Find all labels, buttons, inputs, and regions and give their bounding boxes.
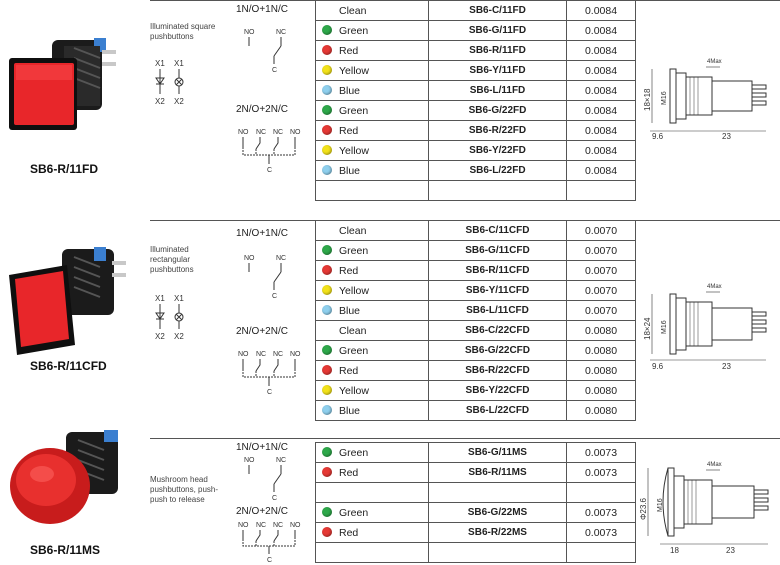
diagram-label: 9.6: [652, 132, 664, 141]
contact-type-2no2nc: 2N/O+2N/C: [236, 326, 288, 337]
color-dot-red-icon: [322, 527, 332, 537]
color-dot-blue-icon: [322, 165, 332, 175]
product-description: Mushroom head pushbuttons, push-push to release: [150, 475, 219, 504]
color-dot-empty: [322, 5, 332, 15]
color-name: Red: [339, 44, 359, 57]
diagram-label: 18: [670, 546, 679, 555]
color-name: Clean: [339, 224, 367, 237]
color-name: Red: [339, 364, 359, 377]
color-cell: [316, 543, 429, 563]
color-name: Red: [339, 526, 359, 539]
wiring-diagram-2no2nc: [238, 346, 308, 396]
color-dot-red-icon: [322, 365, 332, 375]
diagram-label: NO: [238, 522, 249, 529]
table-row: [316, 543, 636, 563]
product-description: Illuminated rectangular pushbuttons: [150, 245, 194, 274]
color-cell: [316, 181, 429, 201]
color-dot-empty: [322, 487, 332, 497]
color-name: Clean: [339, 4, 367, 17]
table-row: [316, 443, 636, 463]
price-value: 0.0084: [567, 101, 636, 121]
contact-type-2no2nc: 2N/O+2N/C: [236, 506, 288, 517]
product-section-square: [0, 0, 780, 205]
diagram-label: 23: [726, 546, 735, 555]
color-cell: [316, 401, 429, 421]
model-number: [429, 483, 567, 503]
table-row: [316, 341, 636, 361]
model-number: SB6-Y/11CFD: [429, 281, 567, 301]
color-dot-green-icon: [322, 245, 332, 255]
diagram-label: NC: [276, 457, 287, 464]
product-name: SB6-R/11CFD: [30, 359, 107, 373]
diagram-label: NC: [256, 129, 267, 136]
price-value: [567, 181, 636, 201]
table-row: [316, 161, 636, 181]
diagram-label: M16: [661, 320, 668, 334]
diagram-label: NO: [244, 29, 255, 36]
table-row: [316, 401, 636, 421]
table-row: [316, 361, 636, 381]
color-dot-red-icon: [322, 265, 332, 275]
wiring-diagram-1no1nc: [238, 452, 298, 502]
model-table-mushroom: [315, 442, 636, 563]
color-dot-empty: [322, 225, 332, 235]
model-number: SB6-C/11FD: [429, 1, 567, 21]
color-cell: [316, 81, 429, 101]
model-number: SB6-G/11FD: [429, 21, 567, 41]
price-value: 0.0080: [567, 341, 636, 361]
table-row: [316, 1, 636, 21]
color-dot-empty: [322, 547, 332, 557]
diagram-label: 4Max: [707, 462, 722, 468]
diagram-label: C: [272, 67, 278, 74]
model-number: SB6-G/22CFD: [429, 341, 567, 361]
color-dot-red-icon: [322, 125, 332, 135]
color-name: Blue: [339, 164, 361, 177]
color-name: Yellow: [339, 64, 369, 77]
color-cell: [316, 161, 429, 181]
model-number: SB6-R/22FD: [429, 121, 567, 141]
color-dot-empty: [322, 185, 332, 195]
symbol-x2a: X2: [155, 332, 165, 341]
diagram-label: C: [267, 167, 273, 174]
color-cell: [316, 463, 429, 483]
model-number: SB6-R/11MS: [429, 463, 567, 483]
table-row: [316, 221, 636, 241]
model-number: SB6-G/11MS: [429, 443, 567, 463]
diagram-label: NO: [290, 522, 301, 529]
symbol-x2b: X2: [174, 332, 184, 341]
table-row: [316, 141, 636, 161]
diagram-label: C: [272, 495, 278, 502]
diagram-label: Φ23.6: [639, 498, 648, 520]
color-cell: [316, 443, 429, 463]
color-dot-empty: [322, 325, 332, 335]
model-table-rectangular: [315, 220, 636, 421]
diagram-label: NC: [273, 351, 284, 358]
table-row: [316, 61, 636, 81]
color-dot-green-icon: [322, 25, 332, 35]
price-value: [567, 483, 636, 503]
diagram-label: NC: [276, 255, 287, 262]
diagram-label: NC: [256, 351, 267, 358]
color-dot-green-icon: [322, 105, 332, 115]
product-photo-rectangular: [4, 235, 134, 360]
model-number: SB6-L/11CFD: [429, 301, 567, 321]
model-number: SB6-L/11FD: [429, 81, 567, 101]
diagram-label: NO: [290, 129, 301, 136]
contact-type-1no1nc: 1N/O+1N/C: [236, 4, 288, 15]
color-name: Green: [339, 446, 369, 459]
wiring-diagram-2no2nc: [238, 518, 308, 564]
diagram-label: M16: [661, 91, 668, 105]
model-number: SB6-G/22MS: [429, 503, 567, 523]
dimension-drawing-mushroom: [640, 458, 780, 558]
price-value: 0.0084: [567, 41, 636, 61]
diagram-label: C: [272, 293, 278, 300]
diagram-label: M16: [657, 498, 664, 512]
diagram-label: NO: [244, 457, 255, 464]
diagram-label: NC: [276, 29, 287, 36]
model-table-square: [315, 0, 636, 201]
product-photo-square: [4, 28, 129, 148]
color-dot-yellow-icon: [322, 285, 332, 295]
model-number: SB6-Y/11FD: [429, 61, 567, 81]
diagram-label: NO: [238, 351, 249, 358]
model-number: SB6-R/22MS: [429, 523, 567, 543]
product-name: SB6-R/11MS: [30, 543, 101, 557]
product-section-rectangular: [0, 220, 780, 430]
diagram-label: 23: [722, 132, 731, 141]
model-number: SB6-R/11FD: [429, 41, 567, 61]
color-name: Green: [339, 104, 369, 117]
model-number: SB6-R/11CFD: [429, 261, 567, 281]
table-row: [316, 483, 636, 503]
color-name: Green: [339, 344, 369, 357]
price-value: 0.0084: [567, 21, 636, 41]
price-value: 0.0084: [567, 61, 636, 81]
model-number: SB6-Y/22CFD: [429, 381, 567, 401]
color-name: Blue: [339, 304, 361, 317]
price-value: 0.0080: [567, 381, 636, 401]
color-cell: [316, 523, 429, 543]
table-row: [316, 321, 636, 341]
price-value: 0.0070: [567, 261, 636, 281]
price-value: 0.0084: [567, 81, 636, 101]
color-name: Red: [339, 264, 359, 277]
price-value: 0.0073: [567, 503, 636, 523]
model-number: SB6-R/22CFD: [429, 361, 567, 381]
color-name: Clean: [339, 324, 367, 337]
table-row: [316, 21, 636, 41]
diagram-label: 4Max: [707, 59, 722, 65]
color-cell: [316, 281, 429, 301]
table-row: [316, 301, 636, 321]
diagram-label: 18×24: [643, 317, 652, 340]
diagram-label: NO: [244, 255, 255, 262]
diagram-label: C: [267, 557, 273, 564]
color-cell: [316, 41, 429, 61]
model-number: [429, 181, 567, 201]
contact-type-1no1nc: 1N/O+1N/C: [236, 442, 288, 453]
price-value: 0.0080: [567, 401, 636, 421]
color-dot-green-icon: [322, 507, 332, 517]
color-name: Red: [339, 124, 359, 137]
table-row: [316, 463, 636, 483]
price-value: 0.0070: [567, 281, 636, 301]
color-dot-red-icon: [322, 467, 332, 477]
diagram-label: 9.6: [652, 362, 664, 371]
color-dot-blue-icon: [322, 85, 332, 95]
model-number: SB6-Y/22FD: [429, 141, 567, 161]
price-value: 0.0070: [567, 241, 636, 261]
color-cell: [316, 381, 429, 401]
symbol-x1b: X1: [174, 294, 184, 303]
price-value: 0.0070: [567, 301, 636, 321]
color-name: Green: [339, 24, 369, 37]
diagram-label: C: [267, 389, 273, 396]
color-name: Blue: [339, 84, 361, 97]
price-value: 0.0084: [567, 141, 636, 161]
color-dot-yellow-icon: [322, 385, 332, 395]
wiring-diagram-1no1nc: [238, 250, 298, 300]
color-name: Green: [339, 506, 369, 519]
price-value: 0.0070: [567, 221, 636, 241]
diagram-label: 23: [722, 362, 731, 371]
color-dot-red-icon: [322, 45, 332, 55]
product-section-mushroom: [0, 438, 780, 565]
contact-type-1no1nc: 1N/O+1N/C: [236, 228, 288, 239]
diagram-label: NC: [273, 129, 284, 136]
model-number: SB6-C/11CFD: [429, 221, 567, 241]
color-dot-green-icon: [322, 345, 332, 355]
table-row: [316, 381, 636, 401]
price-value: [567, 543, 636, 563]
dimension-drawing-rectangular: [640, 280, 780, 375]
color-cell: [316, 141, 429, 161]
color-cell: [316, 261, 429, 281]
model-number: [429, 543, 567, 563]
symbol-x2b: X2: [174, 97, 184, 106]
symbol-x2a: X2: [155, 97, 165, 106]
dimension-drawing-square: [640, 55, 780, 145]
price-value: 0.0073: [567, 443, 636, 463]
symbol-x1b: X1: [174, 59, 184, 68]
color-name: Green: [339, 244, 369, 257]
table-row: [316, 241, 636, 261]
symbol-x1a: X1: [155, 59, 165, 68]
color-cell: [316, 61, 429, 81]
model-number: SB6-L/22CFD: [429, 401, 567, 421]
price-value: 0.0084: [567, 1, 636, 21]
model-number: SB6-C/22CFD: [429, 321, 567, 341]
table-row: [316, 41, 636, 61]
product-description: Illuminated square pushbuttons: [150, 22, 216, 41]
lamp-symbols: [150, 58, 195, 108]
lamp-symbols: [150, 293, 195, 343]
table-row: [316, 523, 636, 543]
table-row: [316, 101, 636, 121]
color-cell: [316, 221, 429, 241]
diagram-label: 18×18: [643, 88, 652, 111]
color-dot-blue-icon: [322, 305, 332, 315]
table-row: [316, 261, 636, 281]
color-dot-yellow-icon: [322, 145, 332, 155]
color-cell: [316, 503, 429, 523]
price-value: 0.0084: [567, 121, 636, 141]
color-name: Yellow: [339, 384, 369, 397]
color-name: Red: [339, 466, 359, 479]
color-cell: [316, 241, 429, 261]
contact-type-2no2nc: 2N/O+2N/C: [236, 104, 288, 115]
color-cell: [316, 301, 429, 321]
product-photo-mushroom: [6, 428, 136, 538]
model-number: SB6-G/22FD: [429, 101, 567, 121]
table-row: [316, 181, 636, 201]
price-value: 0.0080: [567, 321, 636, 341]
diagram-label: NO: [238, 129, 249, 136]
diagram-label: NO: [290, 351, 301, 358]
price-value: 0.0073: [567, 463, 636, 483]
product-name: SB6-R/11FD: [30, 162, 99, 176]
diagram-label: NC: [256, 522, 267, 529]
color-cell: [316, 101, 429, 121]
diagram-label: 4Max: [707, 284, 722, 290]
color-dot-blue-icon: [322, 405, 332, 415]
price-value: 0.0084: [567, 161, 636, 181]
color-dot-yellow-icon: [322, 65, 332, 75]
color-name: Yellow: [339, 284, 369, 297]
table-row: [316, 81, 636, 101]
table-row: [316, 503, 636, 523]
model-number: SB6-L/22FD: [429, 161, 567, 181]
color-name: Blue: [339, 404, 361, 417]
table-row: [316, 121, 636, 141]
price-value: 0.0080: [567, 361, 636, 381]
wiring-diagram-2no2nc: [238, 124, 308, 174]
color-cell: [316, 1, 429, 21]
color-cell: [316, 21, 429, 41]
diagram-label: NC: [273, 522, 284, 529]
color-cell: [316, 341, 429, 361]
color-cell: [316, 121, 429, 141]
wiring-diagram-1no1nc: [238, 24, 298, 74]
color-cell: [316, 483, 429, 503]
color-cell: [316, 321, 429, 341]
table-row: [316, 281, 636, 301]
symbol-x1a: X1: [155, 294, 165, 303]
price-value: 0.0073: [567, 523, 636, 543]
color-name: Yellow: [339, 144, 369, 157]
color-dot-green-icon: [322, 447, 332, 457]
model-number: SB6-G/11CFD: [429, 241, 567, 261]
color-cell: [316, 361, 429, 381]
